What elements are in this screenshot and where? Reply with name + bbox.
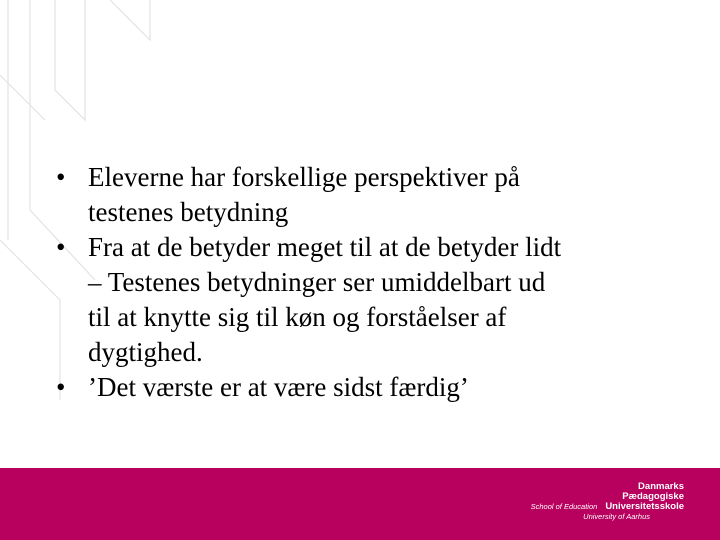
logo-row: [531, 502, 684, 512]
bullet-line: dygtighed.: [88, 337, 203, 367]
logo-line-danmarks: Danmarks: [638, 481, 684, 492]
bullet-item: [56, 370, 676, 405]
slide-body: [56, 160, 676, 405]
bullet-text: [88, 160, 676, 230]
bullet-line: Fra at de betyder meget til at de betyder lidt: [88, 232, 562, 262]
logo-school-of-education: School of Education: [530, 502, 598, 511]
logo-line-paedagogiske: Pædagogiske: [622, 491, 684, 502]
logo-university-of-aarhus: University of Aarhus: [583, 512, 650, 521]
footer-bar: [0, 468, 720, 540]
bullet-item: [56, 230, 676, 370]
bullet-marker: •: [56, 372, 66, 402]
bullet-text: [88, 230, 676, 370]
bullet-marker: •: [56, 232, 66, 262]
bullet-line: til at knytte sig til køn og forståelser af: [88, 302, 507, 332]
bullet-line: – Testenes betydninger ser umiddelbart ud: [88, 267, 546, 297]
bullet-line: Eleverne har forskellige perspektiver på: [88, 162, 520, 192]
logo-line-universitetsskole: Universitetsskole: [605, 501, 684, 512]
university-logo: [531, 482, 684, 522]
bullet-line: ’Det værste er at være sidst færdig’: [88, 372, 469, 402]
bullet-item: [56, 160, 676, 230]
bullet-marker: •: [56, 162, 66, 192]
bullet-text: [88, 370, 676, 405]
bullet-line: testenes betydning: [88, 197, 289, 227]
